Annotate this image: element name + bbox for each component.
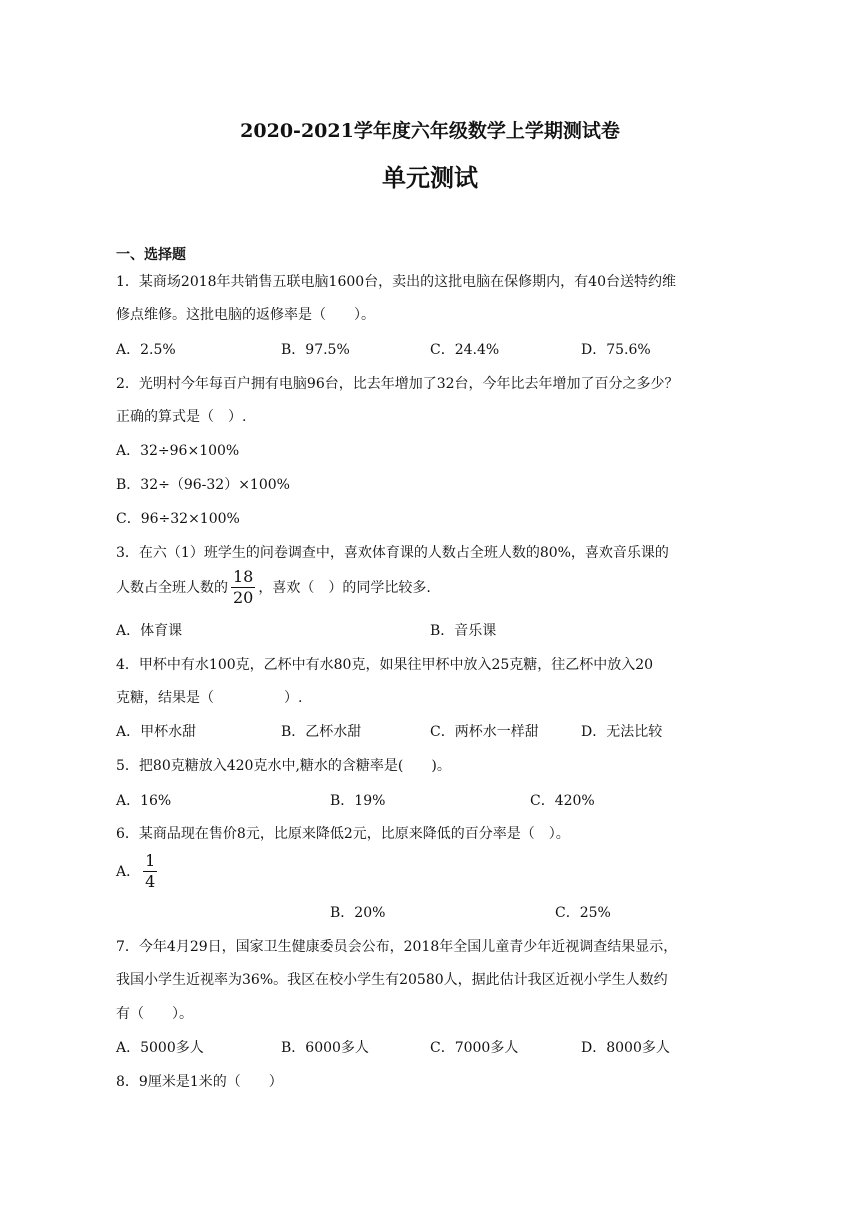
- question-4-option-b: B．乙杯水甜: [281, 724, 362, 740]
- question-7-option-b: B．6000多人: [281, 1040, 369, 1056]
- question-5-option-c: C．420%: [530, 793, 595, 809]
- fraction-numerator: 1: [145, 850, 156, 870]
- question-6-option-c: C．25%: [555, 905, 611, 921]
- question-6-option-b: B．20%: [330, 905, 386, 921]
- question-2-line-1: 2．光明村今年每百户拥有电脑96台，比去年增加了32台，今年比去年增加了百分之多少？: [116, 376, 679, 392]
- fraction-18-20: [231, 567, 255, 608]
- question-1-option-a: A．2.5%: [116, 342, 176, 358]
- question-2-line-2: 正确的算式是（ ）.: [116, 409, 247, 425]
- question-4-line-2: 克糖，结果是（ ）.: [116, 690, 303, 706]
- fraction-denominator: 4: [145, 871, 156, 891]
- question-2-option-a: A．32÷96×100%: [116, 443, 240, 459]
- question-7-option-d: D．8000多人: [581, 1040, 670, 1056]
- question-8-line-1: 8．9厘米是1米的（ ）: [116, 1074, 283, 1090]
- question-3-line-2: [116, 566, 431, 608]
- question-7-option-c: C．7000多人: [430, 1040, 519, 1056]
- exam-subtitle: 单元测试: [382, 164, 478, 192]
- question-3-line-1: 3．在六（1）班学生的问卷调查中，喜欢体育课的人数占全班人数的80%，喜欢音乐课的: [116, 545, 669, 561]
- question-1-option-c: C．24.4%: [430, 342, 500, 358]
- question-6-option-a: [116, 849, 160, 893]
- question-4-option-a: A．甲杯水甜: [116, 724, 197, 740]
- question-4-option-d: D．无法比较: [581, 724, 663, 740]
- question-7-line-2: 我国小学生近视率为36%。我区在校小学生有20580人，据此估计我区近视小学生人数约: [116, 972, 668, 988]
- question-1-option-d: D．75.6%: [581, 342, 651, 358]
- question-1-line-1: 1．某商场2018年共销售五联电脑1600台，卖出的这批电脑在保修期内，有40台送特约维: [116, 274, 676, 290]
- question-3-line-2-suffix: ，喜欢（ ）的同学比较多.: [258, 580, 431, 596]
- question-4-option-c: C．两杯水一样甜: [430, 724, 539, 740]
- question-4-line-1: 4．甲杯中有水100克，乙杯中有水80克，如果往甲杯中放入25克糖，往乙杯中放入20: [116, 657, 654, 673]
- question-6-option-a-label: A．: [116, 864, 141, 880]
- fraction-1-4: [143, 851, 157, 892]
- fraction-denominator: 20: [233, 587, 254, 607]
- question-7-line-3: 有（ ）。: [116, 1006, 193, 1022]
- question-2-option-b: B．32÷（96-32）×100%: [116, 477, 290, 493]
- question-6-line-1: 6．某商品现在售价8元，比原来降低2元，比原来降低的百分率是（ ）。: [116, 826, 570, 842]
- question-7-option-a: A．5000多人: [116, 1040, 204, 1056]
- question-3-option-b: B．音乐课: [430, 623, 497, 639]
- question-3-option-a: A．体育课: [116, 623, 183, 639]
- question-2-option-c: C．96÷32×100%: [116, 511, 240, 527]
- question-7-line-1: 7．今年4月29日，国家卫生健康委员会公布，2018年全国儿童青少年近视调查结果显示，: [116, 939, 678, 955]
- question-5-line-1: 5．把80克糖放入420克水中,糖水的含糖率是( )。: [116, 758, 451, 774]
- question-5-option-b: B．19%: [330, 793, 386, 809]
- fraction-numerator: 18: [233, 566, 254, 586]
- section-heading: 一、选择题: [116, 247, 186, 263]
- question-1-line-2: 修点维修。这批电脑的返修率是（ ）。: [116, 307, 375, 323]
- question-1-option-b: B．97.5%: [281, 342, 350, 358]
- question-5-option-a: A．16%: [116, 793, 172, 809]
- question-3-line-2-prefix: 人数占全班人数的: [116, 580, 228, 596]
- exam-title: 2020-2021学年度六年级数学上学期测试卷: [240, 120, 620, 142]
